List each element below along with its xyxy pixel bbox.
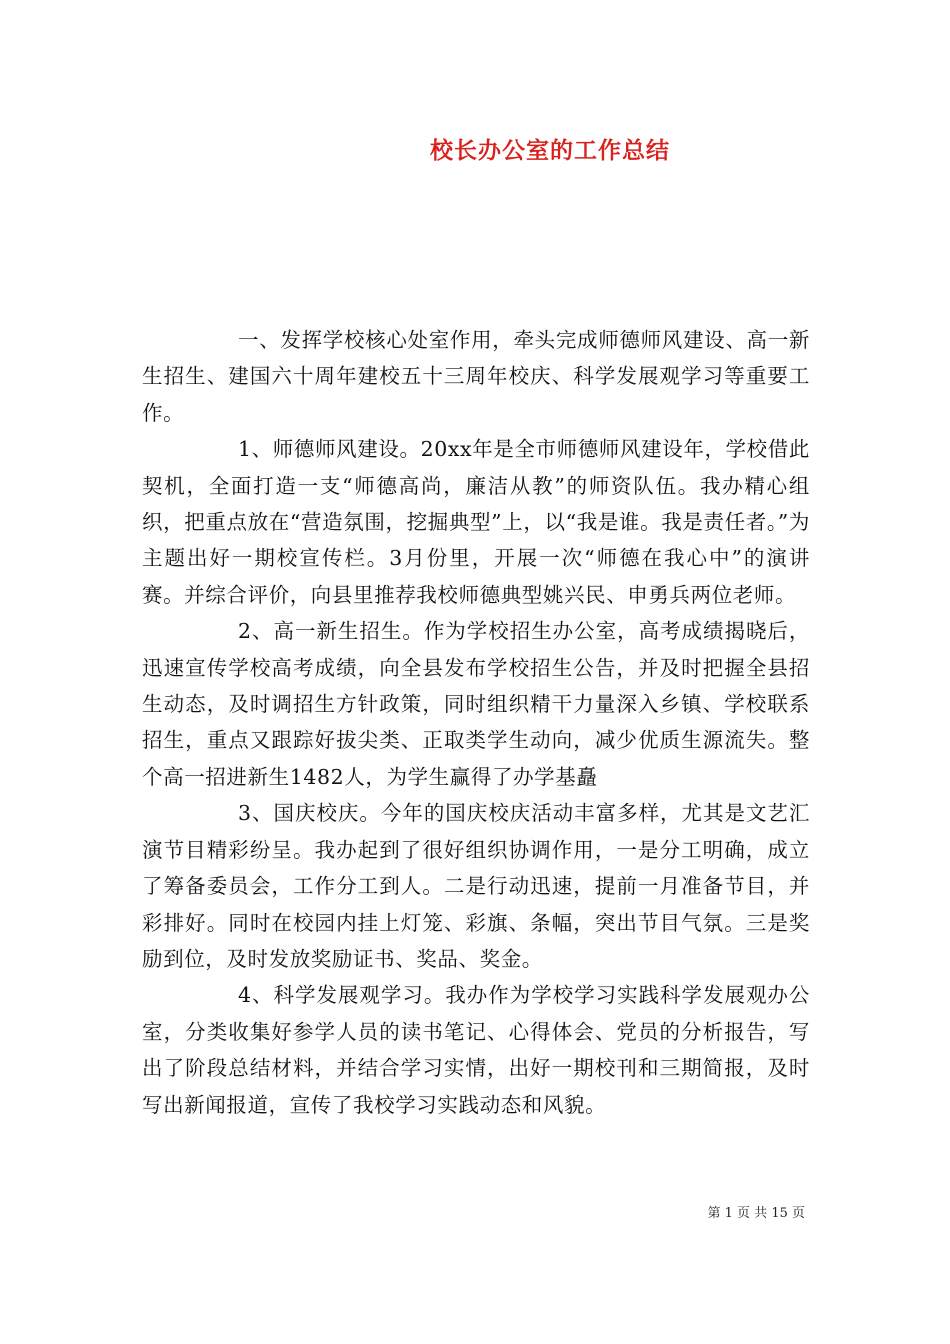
page-number: 第 1 页 共 15 页 — [707, 1206, 805, 1221]
paragraph-ethics: 1、师德师风建设。20xx年是全市师德师风建设年，学校借此契机，全面打造一支“师德高尚，廉洁从教”的师资队伍。我办精心组织，把重点放在“营造氛围，挖掘典型”上，以“我是谁。我是责任者。”为主题出好一期校宣传栏。3月份里，开展一次“师德在我心中”的演讲赛。并综合评价，向县里推荐我校师德典型姚兴民、申勇兵两位老师。 — [142, 437, 810, 607]
paragraph-study: 4、科学发展观学习。我办作为学校学习实践科学发展观办公室，分类收集好参学人员的读书笔记、心得体会、党员的分析报告，写出了阶段总结材料，并结合学习实情，出好一期校刊和三期简报，及时写出新闻报道，宣传了我校学习实践动态和风貌。 — [142, 983, 810, 1117]
paragraph-enrollment: 2、高一新生招生。作为学校招生办公室，高考成绩揭晓后，迅速宣传学校高考成绩，向全县发布学校招生公告，并及时把握全县招生动态，及时调招生方针政策，同时组织精干力量深入乡镇、学校联系招生，重点又跟踪好拔尖类、正取类学生动向，减少优质生源流失。整个高一招进新生1482人，为学生赢得了办学基矗 — [142, 619, 810, 789]
document-title: 校长办公室的工作总结 — [430, 137, 670, 164]
paragraph-anniversary: 3、国庆校庆。今年的国庆校庆活动丰富多样，尤其是文艺汇演节目精彩纷呈。我办起到了很好组织协调作用，一是分工明确，成立了筹备委员会，工作分工到人。二是行动迅速，提前一月准备节目，并彩排好。同时在校园内挂上灯笼、彩旗、条幅，突出节目气氛。三是奖励到位，及时发放奖励证书、奖品、奖金。 — [142, 801, 810, 971]
document-body — [142, 322, 810, 1123]
paragraph-intro: 一、发挥学校核心处室作用，牵头完成师德师风建设、高一新生招生、建国六十周年建校五十三周年校庆、科学发展观学习等重要工作。 — [142, 328, 810, 425]
